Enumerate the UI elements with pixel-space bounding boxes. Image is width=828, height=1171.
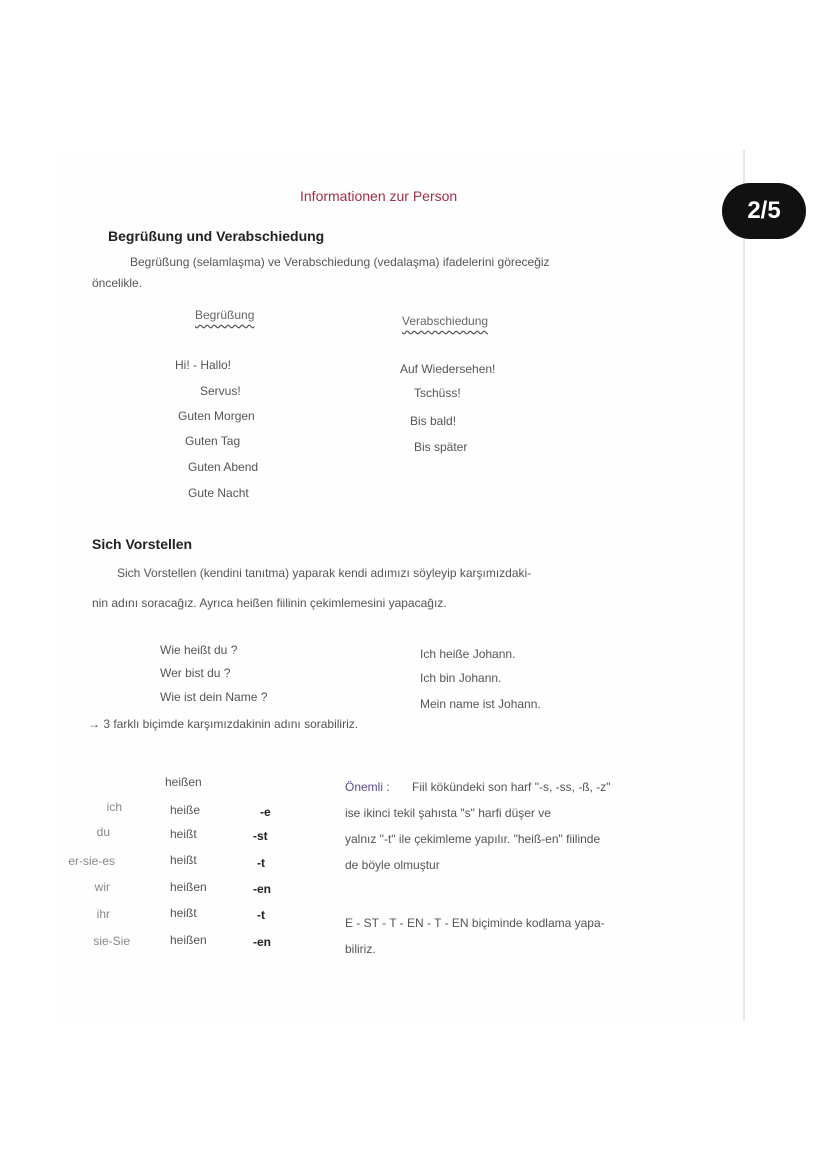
important-text: Fiil kökündeki son harf "-s, -ss, -ß, -z" xyxy=(412,780,611,794)
note-page xyxy=(55,150,745,1020)
note-text: → 3 farklı biçimde karşımızdakinin adını sorabiliriz. xyxy=(88,717,359,731)
verb-form: heißen xyxy=(170,880,207,894)
important-text: ise ikinci tekil şahısta "s" harfi düşer ve xyxy=(345,806,551,820)
greeting-item: Guten Morgen xyxy=(178,409,255,423)
verb-ending: -st xyxy=(253,829,268,843)
page-title: Informationen zur Person xyxy=(300,188,458,204)
pronoun: ich xyxy=(106,800,122,814)
code-text: E - ST - T - EN - T - EN biçiminde kodlama yapa- xyxy=(345,916,605,930)
verb-ending: -t xyxy=(257,856,265,870)
question: Wer bist du ? xyxy=(160,666,231,680)
greeting-item: Hi! - Hallo! xyxy=(175,358,232,372)
verb-form: heißt xyxy=(170,906,197,920)
verb-form: heißt xyxy=(170,853,197,867)
verb-ending: -t xyxy=(257,908,265,922)
verb-ending: -en xyxy=(253,882,271,896)
page-indicator-badge: 2/5 xyxy=(722,183,806,239)
pronoun: sie-Sie xyxy=(93,934,130,948)
section-heading-greetings: Begrüßung und Verabschiedung xyxy=(108,228,325,244)
column-header-verabschiedung: Verabschiedung xyxy=(402,314,489,328)
intro-text: öncelikle. xyxy=(92,276,143,290)
farewell-item: Bis später xyxy=(414,440,468,454)
verb-ending: -e xyxy=(260,805,271,819)
answer: Mein name ist Johann. xyxy=(420,697,541,711)
pronoun: ihr xyxy=(96,907,110,921)
section-heading-introduction: Sich Vorstellen xyxy=(92,536,193,552)
farewell-item: Tschüss! xyxy=(414,386,461,400)
pronoun: er-sie-es xyxy=(68,854,115,868)
greeting-item: Gute Nacht xyxy=(188,486,249,500)
question: Wie heißt du ? xyxy=(160,643,238,657)
intro-text: nin adını soracağız. Ayrıca heißen fiilinin çekimlemesini yapacağız. xyxy=(92,596,447,610)
code-text: biliriz. xyxy=(345,942,376,956)
question: Wie ist dein Name ? xyxy=(160,690,268,704)
answer: Ich bin Johann. xyxy=(420,671,502,685)
verb-ending: -en xyxy=(253,935,271,949)
important-text: de böyle olmuştur xyxy=(345,858,440,872)
greeting-item: Servus! xyxy=(200,384,241,398)
verb-form: heißen xyxy=(170,933,207,947)
greeting-item: Guten Abend xyxy=(188,460,259,474)
verb-infinitive: heißen xyxy=(165,775,202,789)
pronoun: wir xyxy=(94,880,110,894)
verb-form: heißt xyxy=(170,827,197,841)
important-label: Önemli : xyxy=(345,780,390,794)
intro-text: Sich Vorstellen (kendini tanıtma) yaparak kendi adımızı söyleyip karşımızdaki- xyxy=(117,566,532,580)
intro-text: Begrüßung (selamlaşma) ve Verabschiedung (vedalaşma) ifadelerini göreceğiz xyxy=(130,255,550,269)
verb-form: heiße xyxy=(170,803,201,817)
farewell-item: Bis bald! xyxy=(410,414,457,428)
farewell-item: Auf Wiedersehen! xyxy=(400,362,496,376)
pronoun: du xyxy=(96,825,110,839)
answer: Ich heiße Johann. xyxy=(420,647,516,661)
important-text: yalnız "-t" ile çekimleme yapılır. "heiß-en" fiilinde xyxy=(345,832,601,846)
column-header-begruessung: Begrüßung xyxy=(195,308,255,322)
greeting-item: Guten Tag xyxy=(185,434,241,448)
